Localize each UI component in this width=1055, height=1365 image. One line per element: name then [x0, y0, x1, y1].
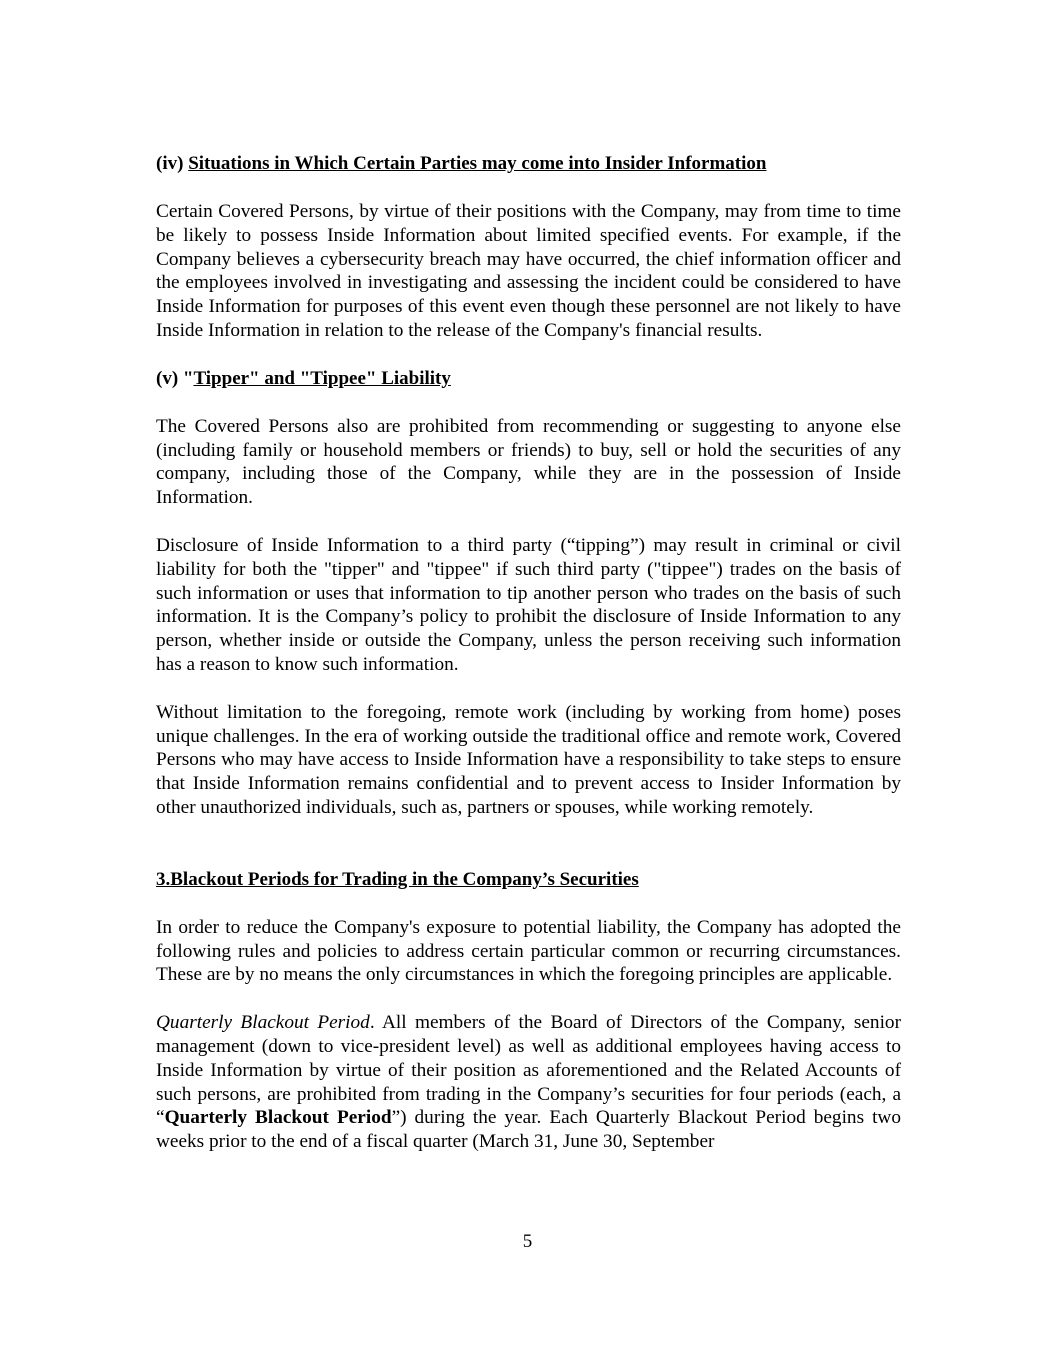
- section-iv-heading: [156, 152, 901, 176]
- section-iv-paragraph: Certain Covered Persons, by virtue of their positions with the Company, may from time to time be likely to possess Inside Information about limited specified events. For example, if the Company believes a cybersecurity breach may have occurred, the chief information officer and the employees involved in investigating and assessing the incident could be considered to have Inside Information for purposes of this event even though these personnel are not likely to have Inside Information in relation to the release of the Company's financial results.: [156, 201, 901, 341]
- section-v-title: Tipper" and "Tippee" Liability: [193, 367, 451, 389]
- section-v-paragraph-3: Without limitation to the foregoing, remote work (including by working from home) poses unique challenges. In the era of working outside the traditional office and remote work, Covered Persons who may have access to Inside Information have a responsibility to take steps to ensure that Inside Information remains confidential and to prevent access to Insider Information by other unauthorized individuals, such as, partners or spouses, while working remotely.: [156, 701, 901, 818]
- section-v-paragraph-2: Disclosure of Inside Information to a third party (“tipping”) may result in criminal or civil liability for both the "tipper" and "tippee" if such third party ("tippee") trades on the basis of such information or uses that information to tip another person who trades on the basis of such information. It is the Company’s policy to prohibit the disclosure of Inside Information to any person, whether inside or outside the Company, unless the person receiving such information has a reason to know such information.: [156, 534, 901, 675]
- document-page: [156, 152, 901, 1178]
- section-v-paragraph-1: The Covered Persons also are prohibited from recommending or suggesting to anyone else (including family or household members or friends) to buy, sell or hold the securities of any company, including those of the Company, while they are in the possession of Inside Information.: [156, 415, 901, 509]
- quarterly-blackout-label: Quarterly Blackout Period: [156, 1012, 370, 1034]
- section-3-heading: [156, 868, 901, 892]
- quarterly-text-1: . All members of the Board of Directors of the Company, senior management (down to vice-president level) as well as additional employees having access to Inside Information by virtue of their position as aforementioned and the Related Accounts of such persons, are prohibited from trading in the Company’s securities for four periods (each, a “: [156, 1012, 901, 1129]
- section-3-paragraph-1: In order to reduce the Company's exposure to potential liability, the Company has adopted the following rules and policies to address certain particular common or recurring circumstances. These are by no means the only circumstances in which the foregoing principles are applicable.: [156, 916, 901, 986]
- section-iv-prefix: (iv): [156, 153, 189, 174]
- section-v-heading: [156, 367, 901, 391]
- section-iv-title: Situations in Which Certain Parties may come into Insider Information: [188, 153, 767, 174]
- quarterly-text-2: ”) during the year. Each Quarterly Blackout Period begins two weeks prior to the end of a fiscal quarter (March 31, June 30, September: [156, 1107, 901, 1153]
- quarterly-blackout-defined-term: Quarterly Blackout Period: [164, 1107, 392, 1129]
- section-v-prefix: (v) ": [156, 367, 194, 389]
- section-3-title: 3.Blackout Periods for Trading in the Company’s Securities: [156, 868, 639, 890]
- page-number: 5: [522, 1231, 533, 1252]
- quarterly-blackout-paragraph: [156, 1011, 901, 1154]
